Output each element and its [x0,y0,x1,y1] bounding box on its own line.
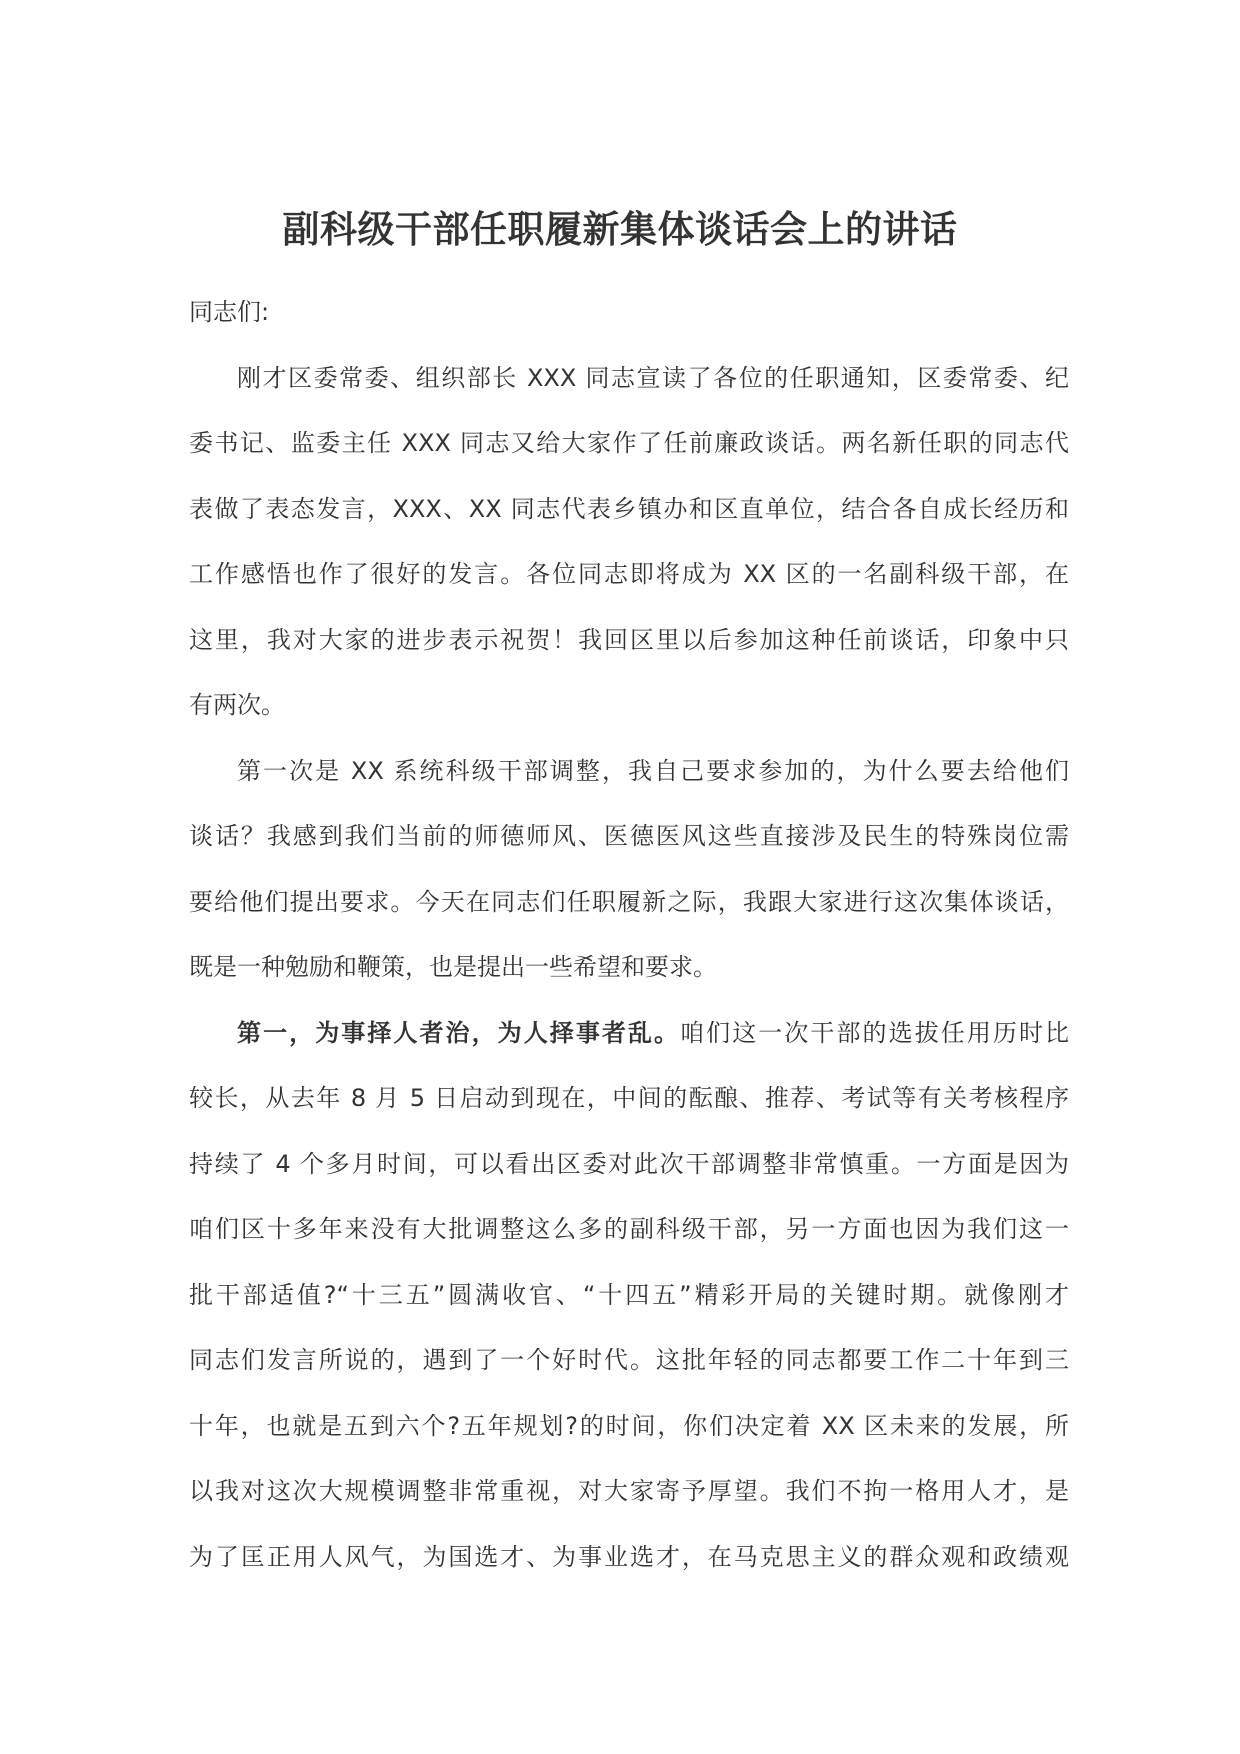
paragraph-line: 较长，从去年 8 月 5 日启动到现在，中间的酝酿、推荐、考试等有关考核程序 [189,1084,1069,1112]
salutation: 同志们: [189,298,270,326]
paragraph-line: 十年，也就是五到六个?五年规划?的时间，你们决定着 XX 区未来的发展，所 [189,1411,1069,1440]
paragraph-line-rest: 咱们这一次干部的选拔任用历时比 [680,1018,1070,1047]
paragraph-line: 要给他们提出要求。今天在同志们任职履新之际，我跟大家进行这次集体谈话， [189,887,1069,916]
paragraph-line: 以我对这次大规模调整非常重视，对大家寄予厚望。我们不拘一格用人才，是 [189,1477,1069,1505]
document-title: 副科级干部任职履新集体谈话会上的讲话 [282,208,958,251]
paragraph-line: 同志们发言所说的，遇到了一个好时代。这批年轻的同志都要工作二十年到三 [189,1346,1069,1374]
paragraph-line-lead [189,1001,1069,1067]
paragraph-line: 持续了 4 个多月时间，可以看出区委对此次干部调整非常慎重。一方面是因为 [189,1149,1069,1178]
paragraph-line: 有两次。 [189,691,285,719]
paragraph-line: 第一次是 XX 系统科级干部调整，我自己要求参加的，为什么要去给他们 [237,756,1069,785]
paragraph-line: 批干部适值?“十三五”圆满收官、“十四五”精彩开局的关键时期。就像刚才 [189,1280,1069,1309]
paragraph-2 [189,739,1069,1001]
paragraph-3 [189,1001,1069,1591]
paragraph-line: 咱们区十多年来没有大批调整这么多的副科级干部，另一方面也因为我们这一 [189,1215,1069,1243]
paragraph-line: 刚才区委常委、组织部长 XXX 同志宣读了各位的任职通知，区委常委、纪 [237,363,1069,392]
paragraph-line: 既是一种勉励和鞭策，也是提出一些希望和要求。 [189,953,717,981]
paragraph-line: 表做了表态发言，XXX、XX 同志代表乡镇办和区直单位，结合各自成长经历和 [189,494,1069,523]
paragraph-line: 谈话？我感到我们当前的师德师风、医德医风这些直接涉及民生的特殊岗位需 [189,822,1069,850]
paragraph-line: 为了匡正用人风气，为国选才、为事业选才，在马克思主义的群众观和政绩观 [189,1542,1069,1571]
bold-lead-heading: 第一，为事择人者治，为人择事者乱。 [237,1018,681,1047]
paragraph-line: 委书记、监委主任 XXX 同志又给大家作了任前廉政谈话。两名新任职的同志代 [189,429,1069,457]
document-body [189,280,1069,1590]
paragraph-line: 工作感悟也作了很好的发言。各位同志即将成为 XX 区的一名副科级干部，在 [189,560,1069,588]
paragraph-line: 这里，我对大家的进步表示祝贺！我回区里以后参加这种任前谈话，印象中只 [189,625,1069,654]
paragraph-1 [189,346,1069,739]
